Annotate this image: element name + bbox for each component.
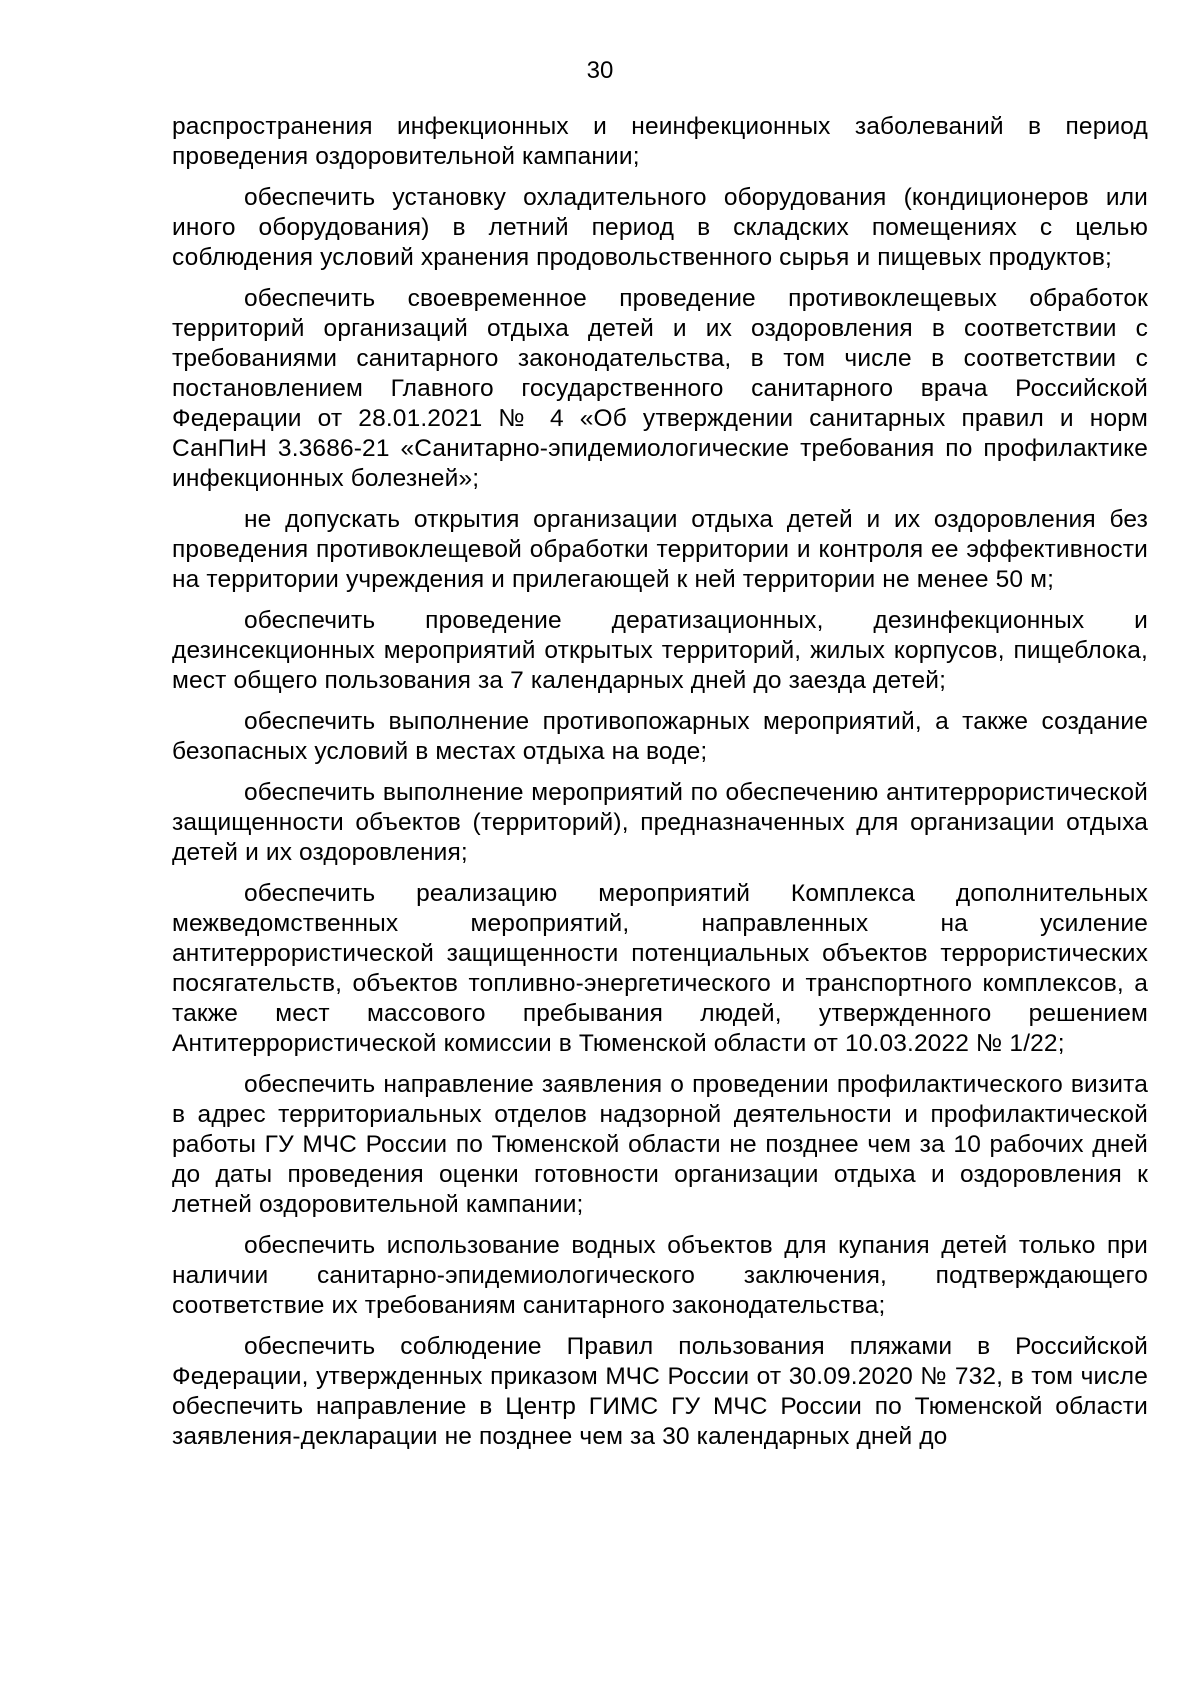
paragraph-interagency-measures: обеспечить реализацию мероприятий Комплекса дополнительных межведомственных мероприятий, направленных на усиление антитеррористической защищенности потенциальных объектов террористических посягательств, объектов топливно-энергетического и транспортного комплексов, а также мест массового пребывания людей, утвержденного решением Антитеррористической комиссии в Тюменской области от 10.03.2022 № 1/22;	[172, 880, 1148, 1057]
paragraph-antiterror-protection: обеспечить выполнение мероприятий по обеспечению антитеррористической защищенности объектов (территорий), предназначенных для организации отдыха детей и их оздоровления;	[172, 779, 1148, 866]
paragraph-water-bodies: обеспечить использование водных объектов для купания детей только при наличии санитарно-эпидемиологического заключения, подтверждающего соответствие их требованиям санитарного законодательства;	[172, 1232, 1148, 1319]
paragraph-deratization: обеспечить проведение дератизационных, дезинфекционных и дезинсекционных мероприятий открытых территорий, жилых корпусов, пищеблока, мест общего пользования за 7 календарных дней до заезда детей;	[172, 607, 1148, 694]
paragraph-preventive-visit: обеспечить направление заявления о проведении профилактического визита в адрес территориальных отделов надзорной деятельности и профилактической работы ГУ МЧС России по Тюменской области не позднее чем за 10 рабочих дней до даты проведения оценки готовности организации отдыха и оздоровления к летней оздоровительной кампании;	[172, 1071, 1148, 1218]
paragraph-tick-treatment: обеспечить своевременное проведение противоклещевых обработок территорий организаций отдыха детей и их оздоровления в соответствии с требованиями санитарного законодательства, в том числе в соответствии с постановлением Главного государственного санитарного врача Российской Федерации от 28.01.2021 № 4 «Об утверждении санитарных правил и норм СанПиН 3.3686-21 «Санитарно-эпидемиологические требования по профилактике инфекционных болезней»;	[172, 285, 1148, 492]
paragraph-continuation: распространения инфекционных и неинфекционных заболеваний в период проведения оздоровительной кампании;	[172, 113, 1148, 170]
paragraph-beach-rules: обеспечить соблюдение Правил пользования пляжами в Российской Федерации, утвержденных приказом МЧС России от 30.09.2020 № 732, в том числе обеспечить направление в Центр ГИМС ГУ МЧС России по Тюменской области заявления-декларации не позднее чем за 30 календарных дней до	[172, 1333, 1148, 1450]
paragraph-fire-safety: обеспечить выполнение противопожарных мероприятий, а также создание безопасных условий в местах отдыха на воде;	[172, 708, 1148, 765]
page-number: 30	[586, 57, 614, 84]
document-body	[172, 112, 1148, 1463]
paragraph-cooling-equipment: обеспечить установку охладительного оборудования (кондиционеров или иного оборудования) в летний период в складских помещениях с целью соблюдения условий хранения продовольственного сырья и пищевых продуктов;	[172, 184, 1148, 271]
paragraph-no-opening-without-treatment: не допускать открытия организации отдыха детей и их оздоровления без проведения противоклещевой обработки территории и контроля ее эффективности на территории учреждения и прилегающей к ней территории не менее 50 м;	[172, 506, 1148, 593]
